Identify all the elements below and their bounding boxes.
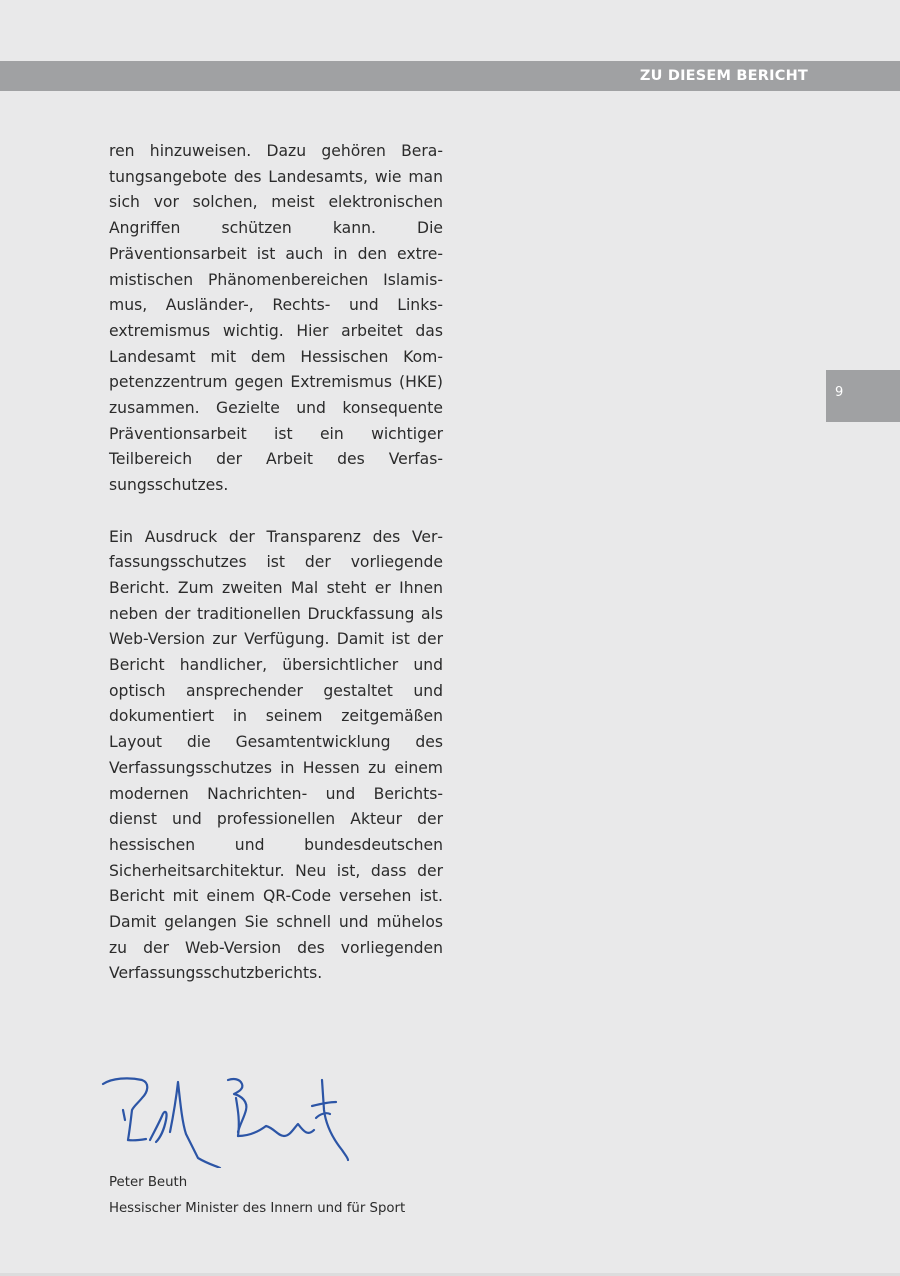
- header-band: [0, 61, 900, 91]
- page-number-tab: [826, 370, 900, 422]
- signer-role: Hessischer Minister des Innern und für Sport: [109, 1201, 406, 1216]
- section-title: ZU DIESEM BERICHT: [639, 68, 808, 84]
- page-number: 9: [835, 385, 844, 400]
- paragraph-transparency: Ein Ausdruck der Transparenz des Verfassungsschutzes ist der vorliegende Bericht. Zum zweiten Mal steht er Ihnen neben der traditionellen Druckfassung als Web-Version zur Verfügung. Damit ist der Bericht handlicher, übersichtlicher und optisch ansprechender gestaltet und dokumentiert in seinem zeitgemäßen Layout die Gesamtentwicklung des Verfassungsschutzes in Hessen zu einem modernen Nachrichten- und Berichtsdienst und professionellen Akteur der hessischen und bundesdeutschen Sicherheitsarchitektur. Neu ist, dass der Bericht mit einem QR-Code versehen ist. Damit gelangen Sie schnell und mühelos zu der Web-Version des vorliegenden Verfassungsschutzberichts.: [109, 527, 443, 983]
- signer-name: Peter Beuth: [109, 1175, 188, 1190]
- paragraph-prevention: ren hinzuweisen. Dazu gehören Beratungsangebote des Landesamts, wie man sich vor solchen, meist elektronischen Angriffen schützen kann. Die Präventionsarbeit ist auch in den extremistischen Phänomenbereichen Islamismus, Ausländer-, Rechts- und Linksextremismus wichtig. Hier arbeitet das Landesamt mit dem Hessischen Kompetenzzentrum gegen Extremismus (HKE) zusammen. Gezielte und konsequente Präventionsarbeit ist ein wichtiger Teilbereich der Arbeit des Verfassungsschutzes.: [109, 142, 443, 495]
- handwritten-signature: [98, 1070, 354, 1168]
- body-text: [109, 139, 443, 987]
- signer-block: [109, 1170, 405, 1222]
